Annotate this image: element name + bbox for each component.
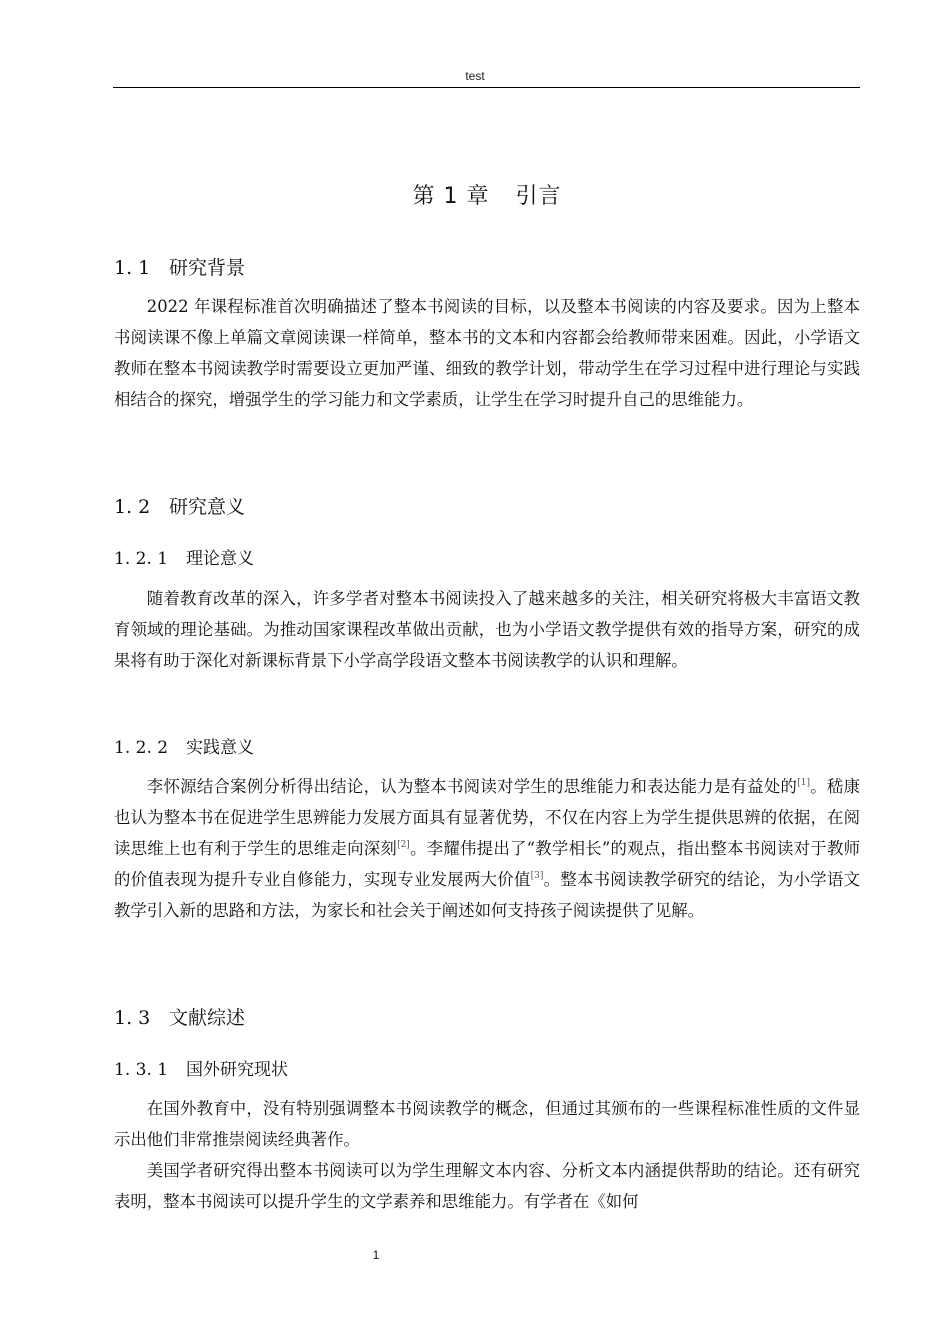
citation-ref[interactable]: [3]: [530, 871, 544, 881]
page-number: 1: [372, 1248, 380, 1262]
header-rule: [113, 87, 860, 88]
paragraph-background: 2022 年课程标准首次明确描述了整本书阅读的目标，以及整本书阅读的内容及要求。因为上整本书阅读课不像上单篇文章阅读课一样简单，整本书的文本和内容都会给教师带来困难。因此，小学语文教师在整本书阅读教学时需要设立更加严谨、细致的教学计划，带动学生在学习过程中进行理论与实践相结合的探究，增强学生的学习能力和文学素质，让学生在学习时提升自己的思维能力。: [114, 297, 860, 409]
section-number: 1. 2. 1: [114, 549, 169, 569]
section-heading-1-1: [114, 253, 245, 280]
page-header-text: test: [465, 69, 485, 83]
paragraph-text: 。嵇康也认为整本书在促进学生思辨能力发展方面具有显著优势，不仅在内容上为学生提供思辨的依据，在阅读思维上也有利于学生的思维走向深刻: [114, 777, 861, 858]
section-title: 研究背景: [169, 257, 246, 279]
paragraph-practical-significance: [114, 771, 860, 926]
section-number: 1. 2. 2: [114, 738, 169, 758]
section-title: 文献综述: [169, 1007, 246, 1029]
section-title: 国外研究现状: [186, 1060, 288, 1080]
section-title: 实践意义: [186, 738, 254, 758]
section-title: 研究意义: [169, 496, 246, 518]
section-title: 理论意义: [186, 549, 254, 569]
paragraph-text: 李怀源结合案例分析得出结论，认为整本书阅读对学生的思维能力和表达能力是有益处的: [146, 777, 798, 796]
section-heading-1-2-1: [114, 544, 254, 569]
citation-ref[interactable]: [2]: [397, 840, 410, 850]
section-number: 1. 2: [114, 496, 151, 518]
paragraph-text: 。整本书阅读教学研究的结论，为小学语文教学引入新的思路和方法，为家长和社会关于阐述如何支持孩子阅读提供了见解。: [114, 870, 861, 920]
section-heading-1-2: [114, 492, 245, 519]
paragraph-text: 。李耀伟提出了“教学相长”的观点，指出整本书阅读对于教师的价值表现为提升专业自修能力，实现专业发展两大价值: [114, 839, 860, 889]
chapter-title-text: 引言: [515, 184, 562, 209]
section-heading-1-3-1: [114, 1055, 288, 1080]
section-number: 1. 3. 1: [114, 1060, 169, 1080]
chapter-title: [114, 179, 860, 210]
section-heading-1-2-2: [114, 733, 254, 758]
section-number: 1. 3: [114, 1007, 151, 1029]
paragraph-foreign-research-2: 美国学者研究得出整本书阅读可以为学生理解文本内容、分析文本内涵提供帮助的结论。还有研究表明，整本书阅读可以提升学生的文学素养和思维能力。有学者在《如何: [114, 1161, 860, 1211]
chapter-number: 第 1 章: [412, 184, 490, 209]
paragraph-foreign-research-1: 在国外教育中，没有特别强调整本书阅读教学的概念，但通过其颁布的一些课程标准性质的文件显示出他们非常推崇阅读经典著作。: [114, 1099, 860, 1149]
paragraph-theoretical-significance: 随着教育改革的深入，许多学者对整本书阅读投入了越来越多的关注，相关研究将极大丰富语文教育领域的理论基础。为推动国家课程改革做出贡献，也为小学语文教学提供有效的指导方案，研究的成果将有助于深化对新课标背景下小学高学段语文整本书阅读教学的认识和理解。: [114, 589, 860, 670]
citation-ref[interactable]: [1]: [797, 778, 810, 788]
section-heading-1-3: [114, 1003, 245, 1030]
section-number: 1. 1: [114, 257, 151, 279]
